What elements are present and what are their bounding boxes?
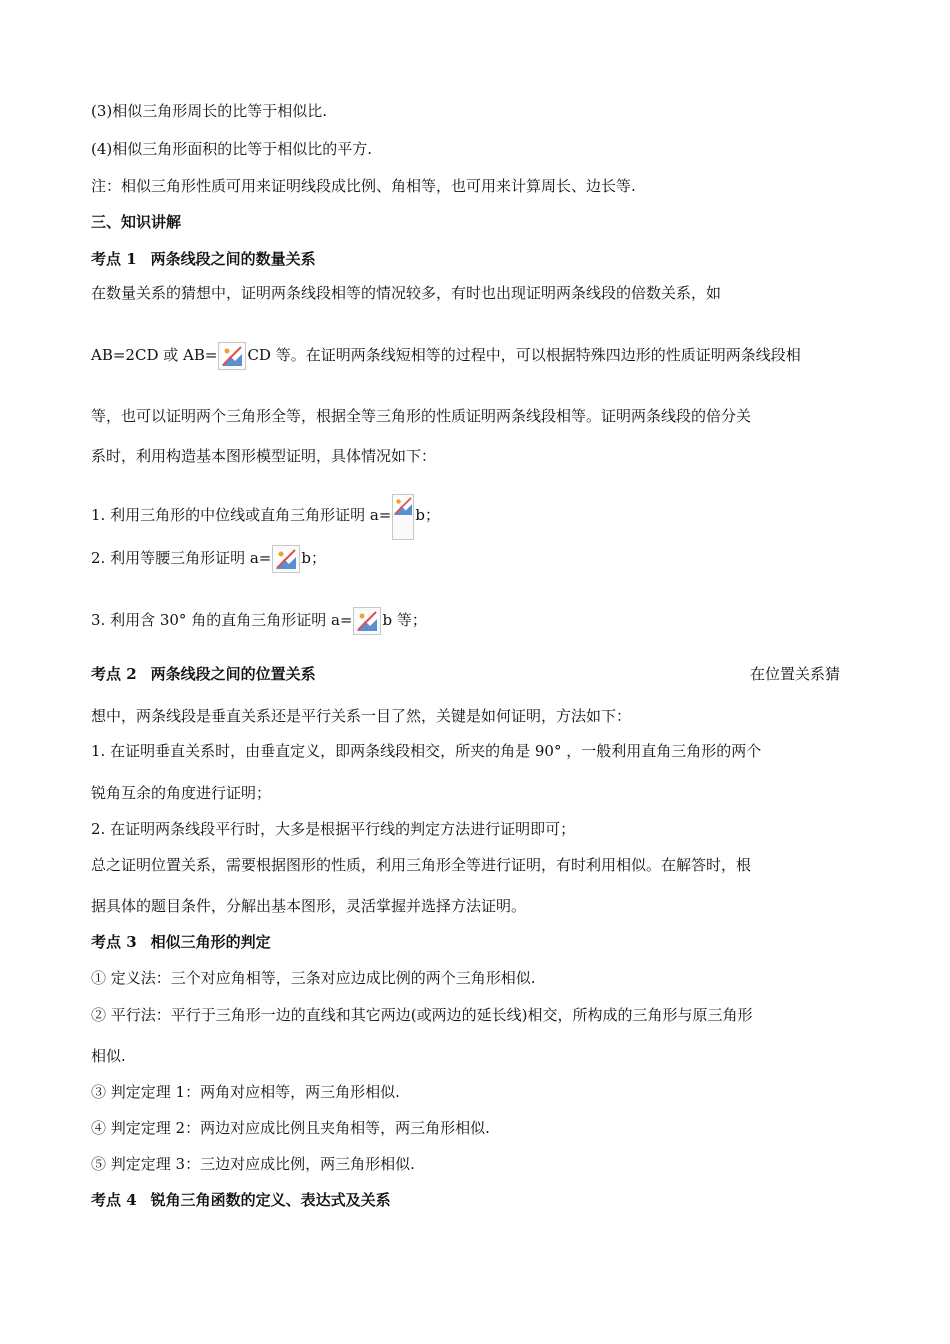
paragraph-5: 想中，两条线段是垂直关系还是平行关系一目了然，关键是如何证明，方法如下：	[91, 707, 632, 725]
kp2-tail-text: 在位置关系猜	[749, 665, 840, 683]
list-item-3-end: b 等；	[382, 611, 427, 629]
list-item-2	[91, 545, 840, 573]
paragraph-2	[91, 342, 840, 370]
paragraph-10: 据具体的题目条件，分解出基本图形，灵活掌握并选择方法证明。	[91, 897, 527, 915]
line-property-3: (3)相似三角形周长的比等于相似比.	[91, 102, 328, 120]
paragraph-1: 在数量关系的猜想中，证明两条线段相等的情况较多，有时也出现证明两条线段的倍数关系，如	[91, 284, 722, 302]
paragraph-8: 2. 在证明两条线段平行时，大多是根据平行线的判定方法进行证明即可；	[91, 820, 576, 838]
paragraph-4: 系时，利用构造基本图形模型证明，具体情况如下：	[91, 447, 437, 465]
broken-image-icon	[272, 545, 300, 573]
criterion-2-cont: 相似.	[91, 1047, 126, 1065]
list-item-3	[91, 607, 840, 635]
kp2-title: 两条线段之间的位置关系	[150, 665, 316, 683]
section-heading: 三、知识讲解	[91, 213, 182, 231]
broken-image-icon	[218, 342, 246, 370]
kp3-label: 考点 3	[91, 933, 137, 951]
paragraph-3: 等，也可以证明两个三角形全等，根据全等三角形的性质证明两条线段相等。证明两条线段的倍分关	[91, 407, 752, 425]
criterion-4: ④ 判定定理 2：两边对应成比例且夹角相等，两三角形相似.	[91, 1119, 490, 1137]
kp4-title: 锐角三角函数的定义、表达式及关系	[150, 1191, 391, 1209]
criterion-3: ③ 判定定理 1：两角对应相等，两三角形相似.	[91, 1083, 400, 1101]
list-item-3-start: 3. 利用含 30° 角的直角三角形证明 a=	[91, 611, 353, 629]
kp3-heading	[91, 932, 840, 952]
list-item-1	[91, 494, 840, 540]
kp2-label: 考点 2	[91, 665, 137, 683]
kp4-heading	[91, 1190, 840, 1210]
paragraph-9: 总之证明位置关系，需要根据图形的性质，利用三角形全等进行证明，有时利用相似。在解答时，根	[91, 856, 752, 874]
criterion-1: ① 定义法：三个对应角相等，三条对应边成比例的两个三角形相似.	[91, 969, 536, 987]
criterion-2: ② 平行法：平行于三角形一边的直线和其它两边(或两边的延长线)相交，所构成的三角形与原三角形	[91, 1006, 753, 1024]
paragraph-7: 锐角互余的角度进行证明；	[91, 784, 272, 802]
kp4-label: 考点 4	[91, 1191, 137, 1209]
kp1-heading	[91, 249, 840, 269]
list-item-2-start: 2. 利用等腰三角形证明 a=	[91, 549, 272, 567]
paragraph-6: 1. 在证明垂直关系时，由垂直定义，即两条线段相交，所夹的角是 90° ，一般利用直角三角形的两个	[91, 742, 762, 760]
criterion-5: ⑤ 判定定理 3：三边对应成比例，两三角形相似.	[91, 1155, 415, 1173]
broken-image-icon	[392, 494, 414, 540]
kp1-title: 两条线段之间的数量关系	[150, 250, 316, 268]
line-property-4: (4)相似三角形面积的比等于相似比的平方.	[91, 140, 373, 158]
list-item-2-end: b；	[301, 549, 326, 567]
list-item-1-start: 1. 利用三角形的中位线或直角三角形证明 a=	[91, 506, 392, 524]
list-item-1-end: b；	[415, 506, 440, 524]
line-note: 注：相似三角形性质可用来证明线段成比例、角相等，也可用来计算周长、边长等.	[91, 177, 636, 195]
paragraph-2-end: CD 等。在证明两条线短相等的过程中，可以根据特殊四边形的性质证明两条线段相	[247, 346, 801, 364]
paragraph-2-start: AB=2CD 或 AB=	[91, 346, 218, 364]
kp2-heading	[91, 664, 840, 684]
kp1-label: 考点 1	[91, 250, 137, 268]
kp3-title: 相似三角形的判定	[150, 933, 271, 951]
broken-image-icon	[353, 607, 381, 635]
